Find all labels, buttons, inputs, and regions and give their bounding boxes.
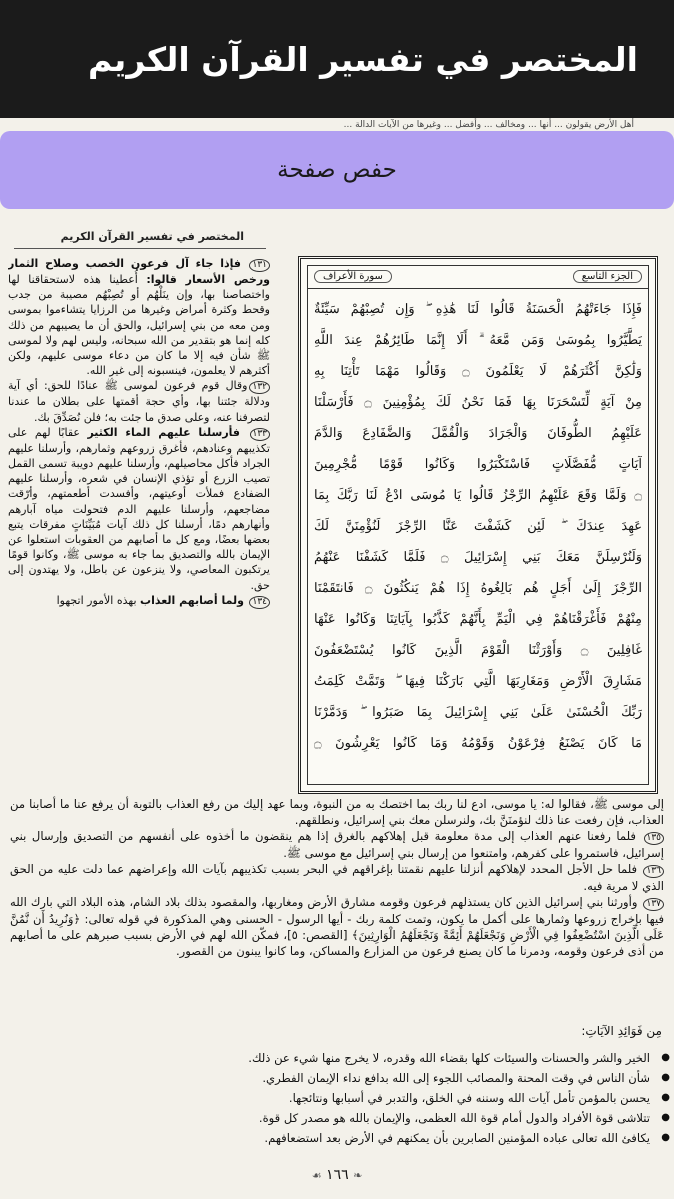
verse-number: ١٣٧ [643,898,664,911]
tafsir-paragraph [10,796,664,828]
verse-number: ١٣٢ [249,381,270,394]
header-divider [14,248,266,249]
verse-number: ١٣٣ [250,428,271,441]
tafsir-text: عقابًا لهم على تكذيبهم وعنادهم، فأغرق زروعهم وثمارهم، وأرسلنا عليهم الجراد فأكل محاصيلهم، وأرسلنا عليهم دويبة تسمى القمل تصيب الزرع أو تؤذي الإنسان في شعره، وأرسلنا عليهم الضفادع فملأت أوعيتهم، وأفسدت أطعمتهم، وأرّقت مضاجعهم، وأرسلنا عليهم الدم فتحولت مياه آبارهم وأنهارهم دمًا، أرسلنا كل ذلك آيات مُبَيِّنَاتٍ مفرقات يتبع بعضها بعضًا، ومع كل ما أصابهم من العقوبات استعلوا عن الإيمان بالله والتصديق بما جاء به موسى ﷺ، وكانوا قومًا يرتكبون المعاصي، ولا ينزعون عن باطل، ولا يهتدون إلى حق. [8,425,270,592]
verse-number: ١٣٤ [249,596,270,609]
benefit-item: ● يكافئ الله تعالى عباده المؤمنين الصابرين بأن يمكنهم في الأرض بعد استضعافهم. [10,1128,650,1148]
verse-line: وَلَنُرْسِلَنَّ مَعَكَ بَنِي إِسْرَائِيلَ ۝ فَلَمَّا كَشَفْنَا عَنْهُمُ [314,550,642,565]
tafsir-paragraph [10,861,664,894]
benefits-title: مِن فَوَائِدِ الآيَاتِ: [581,1024,662,1038]
benefits-list [10,1048,674,1148]
tafsir-continuation [10,796,664,959]
verse-line: رَبِّكَ الْحُسْنَىٰ عَلَىٰ بَنِي إِسْرَائِيلَ بِمَا صَبَرُوا ۖ وَدَمَّرْنَا [314,705,642,720]
verse-line: عَلَيْهِمُ الطُّوفَانَ وَالْجَرَادَ وَالْقُمَّلَ وَالضَّفَادِعَ وَالدَّمَ [314,426,642,441]
benefit-item: ● شأن الناس في وقت المحنة والمصائب اللجوء إلى الله بدافع نداء الإيمان الفطري. [10,1068,650,1088]
benefit-item: ● تتلاشى قوة الأفراد والدول أمام قوة الله العظمى، والإيمان بالله هو مصدر كل قوة. [10,1108,650,1128]
clipped-previous-text: أهل الأرض يقولون ... أنها ... ومخالف ... وأفضل ... وغيرها من الآيات الدالة ... [0,118,674,132]
tafsir-paragraph [10,828,664,861]
tafsir-text: بهذه الأمور اتجهوا [56,593,141,607]
verse-line: مِنْ آيَةٍ لِّتَسْحَرَنَا بِهَا فَمَا نَحْنُ لَكَ بِمُؤْمِنِينَ ۝ فَأَرْسَلْنَا [314,395,642,410]
app-title: المختصر في تفسير القرآن الكريم [88,39,638,79]
juz-label: الجزء التاسع [573,270,642,283]
verse-line: يَطَّيَّرُوا بِمُوسَىٰ وَمَن مَّعَهُ ۗ أَلَا إِنَّمَا طَائِرُهُمْ عِندَ اللَّهِ [314,333,642,348]
benefit-item: ● الخير والشر والحسنات والسيئات كلها بقضاء الله وقدره، لا يخرج منها شيء عن ذلك. [10,1048,650,1068]
verse-line: مَا كَانَ يَصْنَعُ فِرْعَوْنُ وَقَوْمُهُ وَمَا كَانُوا يَعْرِشُونَ ۝ [314,736,642,751]
ornament-right-icon: ☙ [311,1169,322,1182]
tafsir-lead: فإذا جاء آل فرعون الخصب وصلاح الثمار ورخص الأسعار قالوا: [8,257,270,286]
verse-line: فَإِذَا جَاءَتْهُمُ الْحَسَنَةُ قَالُوا لَنَا هَٰذِهِ ۖ وَإِن تُصِبْهُمْ سَيِّئَةٌ [314,302,642,317]
tafsir-lead: ولما أصابهم العذاب [140,593,244,607]
verse-line: عَهِدَ عِندَكَ ۖ لَئِن كَشَفْتَ عَنَّا الرِّجْزَ لَنُؤْمِنَنَّ لَكَ [314,519,642,534]
verse-line: وَلَٰكِنَّ أَكْثَرَهُمْ لَا يَعْلَمُونَ ۝ وَقَالُوا مَهْمَا تَأْتِنَا بِهِ [314,364,642,379]
tafsir-page[interactable] [0,212,674,1199]
tafsir-paragraph [8,378,270,424]
benefit-item: ● يحسن بالمؤمن تأمل آيات الله وسننه في الخلق، والتدبر في أسبابها ونتائجها. [10,1088,650,1108]
surah-label: سورة الأعراف [314,270,392,283]
verse-number: ١٣١ [249,259,270,272]
verse-lines [314,294,642,778]
tafsir-text: وقال قوم فرعون لموسى ﷺ عنادًا للحق: أي آية ودلالة جئتنا بها، وأي حجة أقمتها على بطلان ما عندنا لتصرفنا عنه، وعلى صدق ما جئت به؛ فلن نُصَدِّقَ بك. [8,379,270,424]
tafsir-text: فلما حل الأجل المحدد لإهلاكهم أنزلنا عليهم نقمتنا بإغراقهم في البحر بسبب تكذيبهم بآيات الله وإعراضهم عما دلت عليه من الحق الذي لا مرية فيه. [10,862,664,893]
tafsir-lead: فأرسلنا عليهم الماء الكثير [87,425,241,439]
ornament-left-icon: ❧ [353,1169,363,1182]
verse-line: مَشَارِقَ الْأَرْضِ وَمَغَارِبَهَا الَّتِي بَارَكْنَا فِيهَا ۖ وَتَمَّتْ كَلِمَتُ [314,674,642,689]
app-title-bar [0,0,674,118]
tafsir-paragraph [10,894,664,959]
page-number: ❧ ١٦٦ ☙ [311,1167,363,1183]
tafsir-text: وأورثنا بني إسرائيل الذين كان يستذلهم فرعون وقومه مشارق الأرض ومغاربها، والمقصود بذلك بلاد الشام، هذه البلاد التي بارك الله فيها بإخراج زروعها وثمارها على أكمل ما يكون، وتمت كلمة ربك - أيها الرسول - الحسنى وهي المذكورة في قوله تعالى: ﴿وَنُرِيدُ أَن نَّمُنَّ عَلَى الَّذِينَ اسْتُضْعِفُوا فِي الْأَرْضِ وَنَجْعَلَهُمْ أَئِمَّةً وَنَجْعَلَهُمُ الْوَارِثِينَ﴾ [القصص: ٥]، فمكّن الله لهم في الأرض بسبب صبرهم على ما أصابهم من أذى فرعون وقومه، ودمرنا ما كان يصنع فرعون من المزارع والمساكن، وما كانوا يبنون من القصور. [10,895,665,958]
tafsir-text: إلى موسى ﷺ، فقالوا له: يا موسى، ادع لنا ربك بما اختصك به من النبوة، وبما عهد إليك من رفع العذاب بالتوبة أن يرفع عنا ما أصابنا من العذاب، فإن رفعت عنا ذلك لنؤمنَنَّ بك، ولنرسلن معك بني إسرائيل، ونطلقهم. [10,797,664,827]
verse-number: ١٣٥ [644,832,665,845]
tafsir-right-column [8,256,270,796]
tafsir-text: أُعطينا هذه لاستحقاقنا لها واختصاصنا بها، وإن ينَلْهُم أو تُصِبْهُم مصيبة من جدب وقحط وكثرة أمراض وغيرها من الرزايا يتشاءموا بموسى ومن معه من بني إسرائيل، والحق أن ما يصيبهم من ذلك كله إنما هو بتقدير من الله سبحانه، وليس لهم ولا لموسى ﷺ شأن فيه إلا ما كان من دعاء موسى عليهم، ولكن أكثرهم لا يعلمون، فينسبونه إلى غير الله. [8,273,270,378]
verse-line: غَافِلِينَ ۝ وَأَوْرَثْنَا الْقَوْمَ الَّذِينَ كَانُوا يُسْتَضْعَفُونَ [314,643,642,658]
verse-line: ۝ وَلَمَّا وَقَعَ عَلَيْهِمُ الرِّجْزُ قَالُوا يَا مُوسَى ادْعُ لَنَا رَبَّكَ بِمَا [314,488,642,503]
verse-number: ١٣٦ [643,865,664,878]
verse-line: الرِّجْزَ إِلَىٰ أَجَلٍ هُم بَالِغُوهُ إِذَا هُمْ يَنكُثُونَ ۝ فَانتَقَمْنَا [314,581,642,596]
mushaf-frame [298,256,658,794]
hafs-page-button[interactable] [0,131,674,209]
tafsir-text: فلما رفعنا عنهم العذاب إلى مدة معلومة قبل إهلاكهم بالغرق إذا هم ينقضون ما أخذوه على أنفسهم من التصديق وإرسال بني إسرائيل، فاستمروا على كفرهم، وامتنعوا من إرسال بني إسرائيل مع موسى ﷺ. [10,829,664,860]
verse-line: آيَاتٍ مُّفَصَّلَاتٍ فَاسْتَكْبَرُوا وَكَانُوا قَوْمًا مُّجْرِمِينَ [314,457,642,472]
mushaf-header [308,266,648,289]
page-header-title: المختصر في تفسير القرآن الكريم [60,230,244,243]
hafs-page-label: حفص صفحة [277,157,397,183]
verse-line: مِنْهُمْ فَأَغْرَقْنَاهُمْ فِي الْيَمِّ بِأَنَّهُمْ كَذَّبُوا بِآيَاتِنَا وَكَانُوا عَنْهَا [314,612,642,627]
tafsir-paragraph [8,425,270,593]
tafsir-paragraph [8,256,270,378]
tafsir-paragraph [8,593,270,609]
